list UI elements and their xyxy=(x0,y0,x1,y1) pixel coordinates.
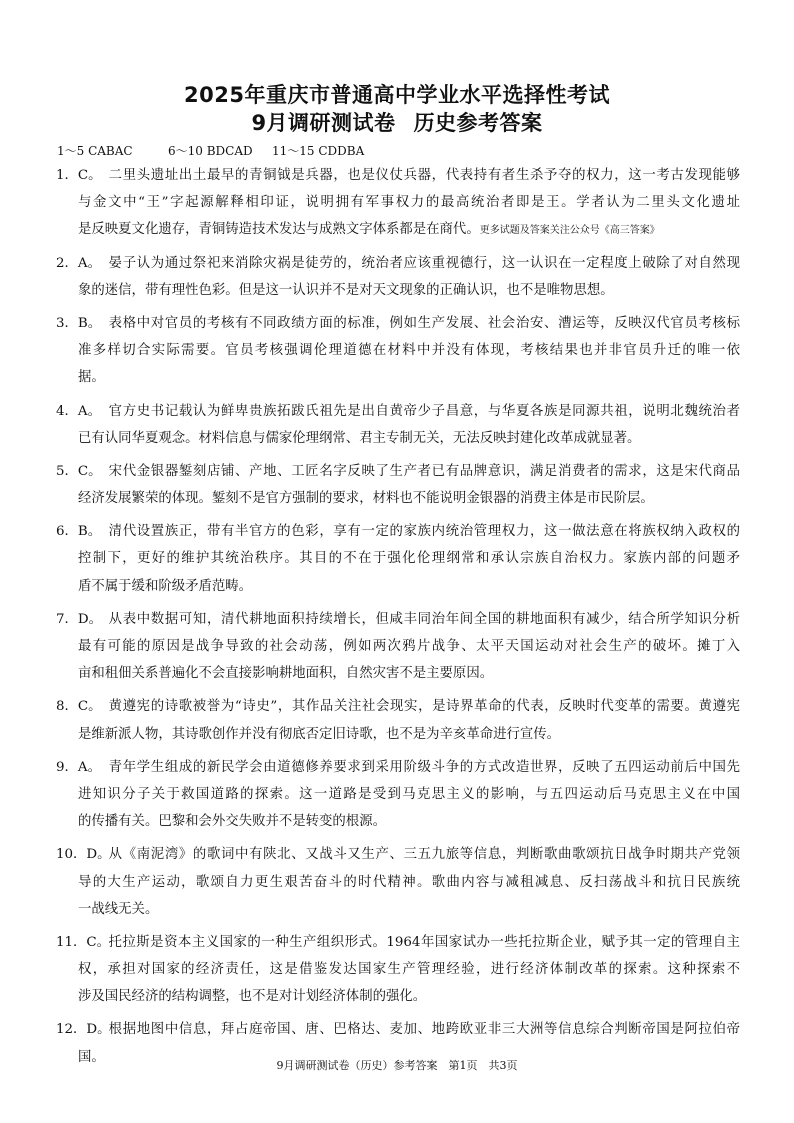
answer-text: 导的大生产运动，歌颂自力更生艰苦奋斗的时代精神。歌曲内容与减租减息、反扫荡战斗和抗日民族统 xyxy=(78,874,740,890)
answer-line xyxy=(56,573,740,600)
answer-text: 一战线无关。 xyxy=(78,901,159,917)
answer-line xyxy=(56,458,740,485)
answer-text: 盾不属于缓和阶级矛盾范畴。 xyxy=(78,578,253,594)
promo-note: 更多试题及答案关注公众号《高三答案》 xyxy=(479,225,660,237)
answer-line xyxy=(56,1016,740,1043)
answer-line xyxy=(56,781,740,808)
subtitle-part-b: 历史参考答案 xyxy=(413,111,543,135)
answer-item xyxy=(56,518,740,600)
answer-line xyxy=(56,929,740,956)
question-number: 8．C。 xyxy=(56,699,102,715)
answer-line xyxy=(56,364,740,391)
question-number: 1．C。 xyxy=(56,168,102,183)
answer-line xyxy=(56,425,740,452)
question-number: 2．A。 xyxy=(56,255,101,271)
answer-line xyxy=(56,721,740,748)
answer-item xyxy=(56,458,740,512)
answer-text: 清代设置族正，带有半官方的色彩，享有一定的家族内统治管理权力，这一做法意在将族权纳入政权的 xyxy=(108,524,740,540)
answer-line xyxy=(56,841,740,868)
answer-text: 青年学生组成的新民学会由道德修养要求到采用阶级斗争的方式改造世界，反映了五四运动前后中国先 xyxy=(108,759,740,775)
answer-item xyxy=(56,754,740,836)
answer-line xyxy=(56,277,740,304)
answer-text: 最有可能的原因是战争导致的社会动荡，例如两次鸦片战争、太平天国运动对社会生产的破坏。摊丁入 xyxy=(78,639,740,654)
answer-item xyxy=(56,929,740,1011)
answer-line xyxy=(56,693,740,720)
answer-item xyxy=(56,310,740,392)
answer-text: 黄遵宪的诗歌被誉为“诗史”，其作品关注社会现实，是诗界革命的代表，反映时代变革的需要。黄遵宪 xyxy=(108,699,740,715)
answer-line xyxy=(56,310,740,337)
question-number: 5．C。 xyxy=(56,463,102,479)
answer-text: 的传播有关。巴黎和会外交失败并不是转变的根源。 xyxy=(78,814,386,830)
answer-line xyxy=(56,896,740,923)
answer-text: 从《南泥湾》的歌词中有陕北、又战斗又生产、三五九旅等信息，判断歌曲歌颂抗日战争时期共产党领 xyxy=(108,847,740,863)
subtitle-part-a: 9月调研测试卷 xyxy=(251,111,396,135)
answer-item xyxy=(56,693,740,747)
page-footer: 9月调研测试卷（历史）参考答案 第1页 共3页 xyxy=(276,1059,518,1072)
question-number: 11．C。 xyxy=(56,934,111,950)
answer-text: 控制下，更好的维护其统治秩序。其目的不在于强化伦理纲常和承认宗族自治权力。家族内部的问题矛 xyxy=(78,551,740,567)
answer-text: 官方史书记载认为鲜卑贵族拓跋氏祖先是出自黄帝少子昌意，与华夏各族是同源共祖，说明北魏统治者 xyxy=(108,403,740,419)
answer-line xyxy=(56,518,740,545)
answer-key-6-10: 6～10 BDCAD xyxy=(168,144,253,158)
answer-text: 已有认同华夏观念。材料信息与儒家伦理纲常、君主专制无关，无法反映封建化改革成就显著。 xyxy=(78,430,641,446)
answer-line xyxy=(56,808,740,835)
answer-line xyxy=(56,216,740,243)
answer-item xyxy=(56,606,740,688)
answer-line xyxy=(56,754,740,781)
answer-text: 进知识分子关于救国道路的探索。这一道路是受到马克思主义的影响，与五四运动后马克思主义在中国 xyxy=(78,786,740,802)
answer-text: 晏子认为通过祭祀来消除灾祸是徒劳的，统治者应该重视德行，这一认识在一定程度上破除了对自然现 xyxy=(108,255,740,271)
question-number: 3．B。 xyxy=(56,315,102,331)
answer-line xyxy=(56,485,740,512)
answer-text: 与金文中“王”字起源解释相印证，说明拥有军事权力的最高统治者即是王。学者认为二里头文化遗址 xyxy=(78,195,740,211)
page-title: 2025年重庆市普通高中学业水平选择性考试 xyxy=(184,83,610,107)
answer-item xyxy=(56,841,740,923)
answer-text: 二里头遗址出土最早的青铜钺是兵器，也是仪仗兵器，代表持有者生杀予夺的权力，这一考古发现能够 xyxy=(108,168,740,183)
question-number: 10．D。 xyxy=(56,847,111,863)
answer-text: 根据地图中信息，拜占庭帝国、唐、巴格达、麦加、地跨欧亚非三大洲等信息综合判断帝国是阿拉伯帝 xyxy=(108,1022,740,1038)
answer-text: 涉及国民经济的结构调整，也不是对计划经济体制的强化。 xyxy=(78,989,427,1005)
page-subtitle xyxy=(0,107,794,137)
answer-text: 宋代金银器錾刻店铺、产地、工匠名字反映了生产者已有品牌意识，满足消费者的需求，这是宋代商品 xyxy=(108,463,740,479)
answer-text: 表格中对官员的考核有不同政绩方面的标准，例如生产发展、社会治安、漕运等，反映汉代官员考核标 xyxy=(108,315,740,331)
question-number: 12．D。 xyxy=(56,1022,111,1038)
answer-text: 亩和租佃关系普遍化不会直接影响耕地面积，自然灾害不是主要原因。 xyxy=(78,666,494,682)
answer-line xyxy=(56,869,740,896)
answer-text: 象的迷信，带有理性色彩。但是这一认识并不是对天文现象的正确认识，也不是唯物思想。 xyxy=(78,282,614,298)
answer-line xyxy=(56,606,740,633)
answer-line xyxy=(56,398,740,425)
answer-line xyxy=(56,956,740,983)
answer-text: 据。 xyxy=(78,370,105,386)
question-number: 9．A。 xyxy=(56,759,101,775)
answer-text: 是反映夏文化遗存，青铜铸造技术发达与成熟文字体系都是在商代。 xyxy=(78,222,480,238)
answer-text: 权，承担对国家的经济责任，这是借鉴发达国家生产管理经验，进行经济体制改革的探索。这种探索不 xyxy=(78,962,740,978)
answer-text: 从表中数据可知，清代耕地面积持续增长，但咸丰同治年间全国的耕地面积有减少，结合所学知识分析 xyxy=(108,611,740,627)
answer-text: 经济发展繁荣的体现。錾刻不是官方强制的要求，材料也不能说明金银器的消费主体是市民阶层。 xyxy=(78,491,654,507)
question-number: 6．B。 xyxy=(56,524,102,540)
answer-line xyxy=(56,337,740,364)
answer-line xyxy=(56,545,740,572)
answer-key-summary xyxy=(57,142,364,159)
answer-line xyxy=(56,189,740,216)
answer-explanations xyxy=(56,162,740,1077)
answer-item xyxy=(56,162,740,244)
answer-line xyxy=(56,983,740,1010)
answer-text: 是维新派人物，其诗歌创作并没有彻底否定旧诗歌，也不是为辛亥革命进行宣传。 xyxy=(78,726,561,742)
question-number: 4．A。 xyxy=(56,403,101,419)
answer-line xyxy=(56,660,740,687)
answer-line xyxy=(56,250,740,277)
answer-line xyxy=(56,162,740,189)
answer-text: 托拉斯是资本主义国家的一种生产组织形式。1964年国家试办一些托拉斯企业，赋予其一定的管理自主 xyxy=(108,934,740,950)
answer-item xyxy=(56,398,740,452)
answer-item xyxy=(56,250,740,304)
answer-key-1-5: 1～5 CABAC xyxy=(57,144,133,158)
answer-text: 准多样切合实际需要。官员考核强调伦理道德在材料中并没有体现，考核结果也并非官员升迁的唯一依 xyxy=(78,343,740,359)
answer-line xyxy=(56,633,740,660)
answer-key-11-15: 11～15 CDDBA xyxy=(272,144,365,158)
answer-text: 国。 xyxy=(78,1049,105,1065)
question-number: 7．D。 xyxy=(56,611,103,627)
